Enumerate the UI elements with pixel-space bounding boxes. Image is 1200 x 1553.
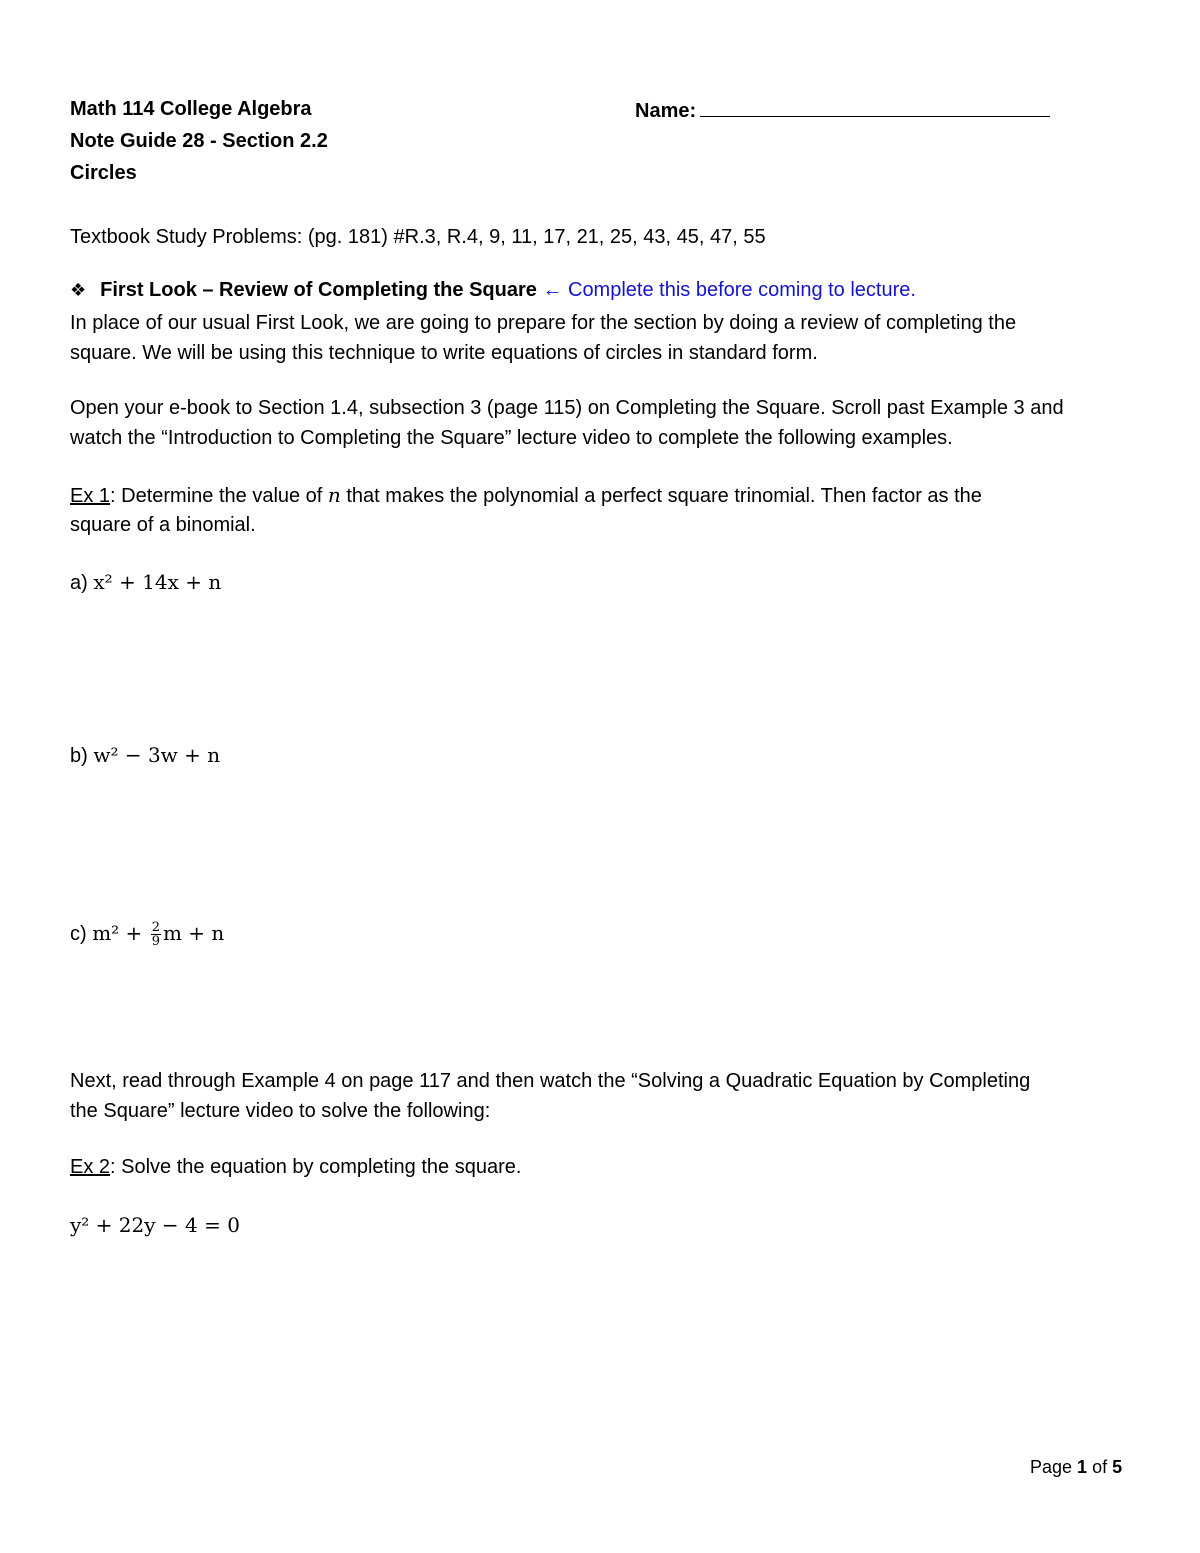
guide-title: Note Guide 28 - Section 2.2 [70, 130, 328, 152]
para1-line1: In place of our usual First Look, we are going to prepare for the section by doing a review of completing the [70, 312, 1017, 334]
study-problems: Textbook Study Problems: (pg. 181) #R.3, R.4, 9, 11, 17, 21, 25, 43, 45, 47, 55 [70, 226, 766, 248]
next-line1: Next, read through Example 4 on page 117 and then watch the “Solving a Quadratic Equation by Completing [70, 1070, 1031, 1092]
part-a-expression: x² + 14x + n [93, 570, 222, 594]
ex1-label: Ex 1 [70, 485, 111, 507]
page-current: 1 [1077, 1457, 1088, 1477]
name-label: Name: [635, 100, 697, 122]
part-c-expression-end: m + n [162, 921, 225, 945]
first-look-heading [70, 275, 916, 305]
name-field[interactable] [635, 98, 1050, 123]
para1-line2: square. We will be using this technique to write equations of circles in standard form. [70, 342, 818, 364]
ex2-equation: y² + 22y − 4 = 0 [70, 1213, 240, 1237]
first-look-title: First Look – Review of Completing the Square [100, 279, 537, 301]
next-line2: the Square” lecture video to solve the following: [70, 1100, 491, 1122]
four-diamond-bullet-icon: ❖ [70, 280, 87, 300]
page-number [1030, 1457, 1122, 1478]
fraction-denominator: 9 [151, 934, 160, 950]
ex1-line2: square of a binomial. [70, 514, 256, 536]
para2-line1: Open your e-book to Section 1.4, subsection 3 (page 115) on Completing the Square. Scroll past Example 3 and [70, 397, 1064, 419]
part-a-label: a) [70, 572, 94, 594]
page-total: 5 [1112, 1457, 1123, 1477]
ex1-var: n [327, 483, 341, 507]
ex1-part-a [70, 567, 221, 598]
page-of-label: of [1087, 1457, 1113, 1477]
fraction-numerator: 2 [151, 920, 160, 936]
ex2-prompt [70, 1152, 521, 1182]
ex1-part-c [70, 918, 224, 949]
course-title: Math 114 College Algebra [70, 98, 312, 120]
ex1-text-b: that makes the polynomial a perfect square trinomial. Then factor as the [340, 485, 982, 507]
ex1-prompt [70, 480, 982, 511]
ex2-text: : Solve the equation by completing the square. [110, 1156, 522, 1178]
topic-title: Circles [70, 162, 137, 184]
ex2-label: Ex 2 [70, 1156, 111, 1178]
first-look-note: ← Complete this before coming to lecture. [542, 279, 916, 301]
part-c-fraction [151, 921, 161, 948]
part-b-label: b) [70, 745, 94, 767]
part-c-expression-start: m² + [92, 921, 149, 945]
name-blank-line[interactable] [700, 98, 1050, 117]
ex1-text-a: : Determine the value of [110, 485, 328, 507]
para2-line2: watch the “Introduction to Completing the Square” lecture video to complete the following examples. [70, 427, 953, 449]
part-c-label: c) [70, 923, 93, 945]
page-label: Page [1030, 1457, 1078, 1477]
ex1-part-b [70, 740, 220, 771]
part-b-expression: w² − 3w + n [93, 743, 221, 767]
